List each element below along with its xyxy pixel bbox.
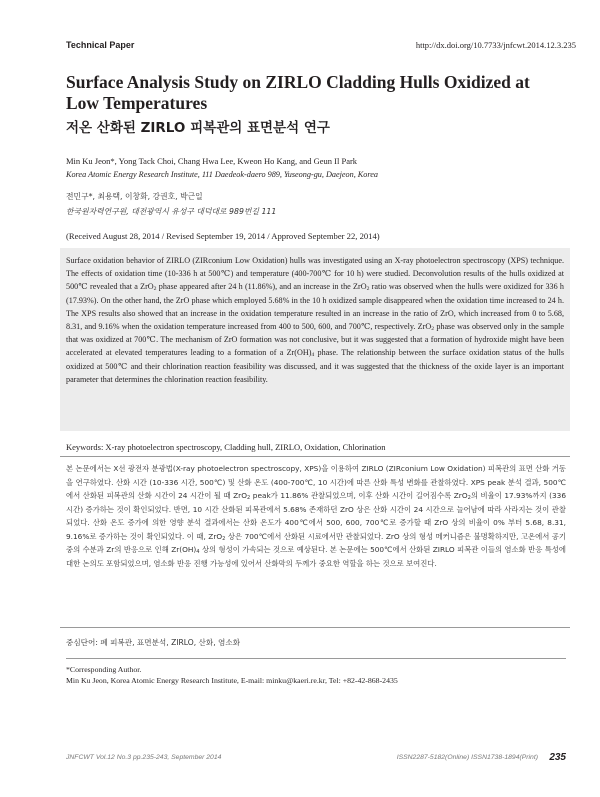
abstract-text: Surface oxidation behavior of ZIRLO (ZIRconium Low Oxidation) hulls was investigated using an X-ray photoelectron spectroscopy (XPS) technique. The effects of oxidation time (10-336 h at 500℃) and temperature (400-700℃ for 10 h) were studied. Deconvolution results of the hulls oxidized at 500℃ revealed that a ZrO$_2$ phase appeared after 24 h (11.86%), and an increase in the ZrO$_2$ ratio was observed when the hulls were oxidized for 336 h (17.93%). On the other hand, the ZrO phase which employed 5.68% in the 10 h oxidized sample disappeared when the oxidation time increased to 24 h. The XPS results also showed that an increase in the oxidation temperature resulted in an increase in the ratio of ZrO, which increased from 0 to 5.68, 8.31, and 9.16% when the oxidation temperature increased from 400 to 500, 600, and 700℃, respectively. ZrO$_2$ phase was observed only in the sample that was oxidized at 700℃. The mechanism of ZrO formation was not conclusive, but it was suggested that a formation of hydroxide might have been accelerated at elevated temperatures leading to a formation of a $Zr(OH)_4$ phase. The relationship between the surface oxidation status of the hulls oxidized at 500℃ and their chlorination reaction feasibility was discussed, and it was suggested that the thickness of the oxide layer is an important parameter that determines the chlorination reaction feasibility.: [66, 256, 565, 384]
page-number: 235: [549, 752, 566, 763]
section-divider: [60, 456, 570, 457]
doi-link[interactable]: http://dx.doi.org/10.7733/jnfcwt.2014.12.3.235: [415, 40, 576, 50]
author-affiliation-korean: 한국원자력연구원, 대전광역시 유성구 대덕대로 989번길 111: [66, 207, 277, 216]
author-list: Min Ku Jeon*, Yong Tack Choi, Chang Hwa Lee, Kweon Ho Kang, and Geun Il Park: [66, 156, 358, 166]
corresponding-author-footnote: [66, 664, 566, 686]
paper-title: Surface Analysis Study on ZIRLO Cladding Hulls Oxidized at Low Temperatures: [66, 72, 530, 113]
footnote-contact: Min Ku Jeon, Korea Atomic Energy Research Institute, E-mail: minku@kaeri.re.kr, Tel: +82-42-868-2435: [66, 676, 398, 685]
footnote-mark: *Corresponding Author.: [66, 665, 142, 674]
abstract-korean-text: 본 논문에서는 X선 광전자 분광법(X-ray photoelectron spectroscopy, XPS)을 이용하여 ZIRLO (ZIRconium Low Oxidation) 피복관의 표면 산화 거동을 연구하였다. 산화 시간 (10-336 시간, 500℃) 및 산화 온도 (400-700℃, 10 시간)에 따른 산화 특성 변화를 관찰하였다. XPS peak 분석 결과, 500℃에서 산화된 피복관의 산화 시간이 24 시간이 될 때 ZrO$_2$ peak가 11.86% 관찰되었으며, 이후 산화 시간이 길어짐수록 ZrO$_2$의 비율이 17.93%까지 (336 시간) 증가하는 것이 확인되었다. 반면, 10 시간 산화된 피복관에서 5.68% 존재하던 ZrO 상은 산화 시간이 24 시간으로 늘어남에 따라 사라지는 것이 관찰되었다. 산화 온도 증가에 의한 영향 분석 결과에서는 산화 온도가 400℃에서 500, 600, 700℃로 증가할 때 ZrO 상의 비율이 0% 부터 5.68, 8.31, 9.16%로 증가하는 것이 확인되었다. 이 때, ZrO$_2$ 상은 700℃에서 산화된 시료에서만 관찰되었다. ZrO 상의 형성 메커니즘은 불명확하지만, 고온에서 공기 중의 수분과 Zr의 반응으로 인해 $Zr(OH)_4$ 상의 형성이 가속되는 것으로 예상된다. 본 논문에는 500℃에서 산화된 ZIRLO 피복관 이들의 염소화 반응 특성에 대한 논의도 포함되었으며, 염소화 반응 진행 가능성에 있어서 산화막의 두께가 중요한 역할을 하는 것으로 보여진다.: [66, 464, 566, 568]
keywords-korean: 중심단어: 폐 피복관, 표면분석, ZIRLO, 산화, 염소화: [66, 638, 241, 647]
paper-type-label: Technical Paper: [66, 40, 135, 50]
author-list-korean: 전민구*, 최용택, 이창화, 강권호, 박근일: [66, 192, 203, 201]
journal-info: JNFCWT Vol.12 No.3 pp.235-243, September 2014: [66, 754, 222, 761]
page-footer: [66, 752, 566, 766]
abstract-box: [60, 248, 570, 431]
issn-info: ISSN2287-5182(Online) ISSN1738-1894(Print): [396, 754, 538, 761]
section-divider: [60, 627, 570, 628]
paper-title-korean: 저온 산화된 ZIRLO 피복관의 표면분석 연구: [66, 120, 330, 136]
received-dates: (Received August 28, 2014 / Revised September 19, 2014 / Approved September 22, 2014): [66, 231, 380, 241]
page-header: [66, 40, 576, 54]
footnote-rule: [66, 658, 566, 659]
keywords: Keywords: X-ray photoelectron spectroscopy, Cladding hull, ZIRLO, Oxidation, Chlorination: [66, 442, 386, 452]
author-affiliation: Korea Atomic Energy Research Institute, 111 Daedeok-daero 989, Yuseong-gu, Daejeon, Korea: [66, 170, 378, 179]
